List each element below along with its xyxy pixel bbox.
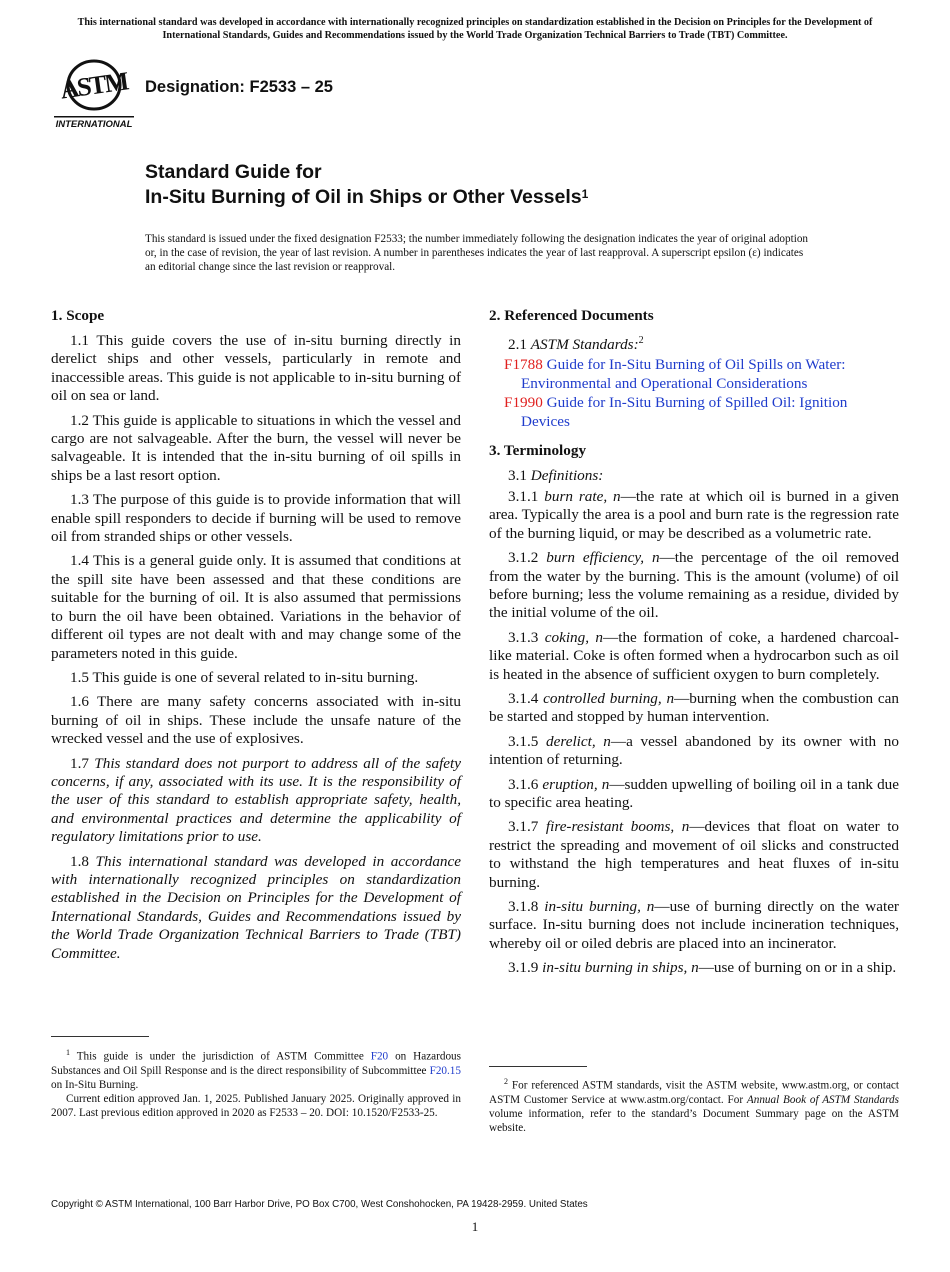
para-1-2: 1.2 This guide is applicable to situations in which the vessel and cargo are not salvageable. After the burn, the vessel will never be salvageable. It is intended that the in-situ burning of oil spills in ships be a last resort option.	[51, 411, 461, 484]
footnote-1-marker: 1	[66, 1048, 70, 1057]
definition-num: 3.1.4	[508, 689, 544, 707]
definition-text: —burning when the combustion can be started and stopped by human intervention.	[489, 689, 899, 726]
definition-item	[489, 776, 899, 813]
para-1-7	[51, 755, 461, 847]
definition-term: eruption, n	[542, 775, 610, 793]
footnote-2-marker: 2	[504, 1077, 508, 1086]
definition-text: —the formation of coke, a hardened charcoal-like material. Coke is often formed when a hydrocarbon such as oil is heated in the absence of sufficient oxygen to burn completely.	[489, 628, 899, 683]
footnote-1-text-b: on Hazardous Substances and Oil Spill Response and is the direct responsibility of Subcommittee	[51, 1050, 462, 1077]
para-1-8-num: 1.8	[70, 852, 96, 870]
definition-num: 3.1.9	[508, 959, 543, 977]
issue-note: This standard is issued under the fixed designation F2533; the number immediately following the designation indicates the year of original adoption or, in the case of revision, the year of last revision. A number in parentheses indicates the year of last reapproval. A superscript epsilon (ε) indicates an editorial change since the last revision or reapproval.	[145, 233, 809, 273]
definition-num: 3.1.8	[508, 898, 545, 915]
para-1-1: 1.1 This guide covers the use of in-situ burning directly in derelict ships and other vessels, particularly in remote and inaccessible areas. This guide is not applicable to in-situ burning of oil on sea or land.	[51, 332, 461, 405]
footnote-2-text	[489, 1075, 899, 1135]
terminology-subheading	[489, 467, 899, 485]
footnote-2-text-a: For referenced ASTM standards, visit the ASTM website, www.astm.org, or contact ASTM Customer Service at www.astm.org/contact. For	[489, 1079, 899, 1106]
title-line-2	[145, 185, 588, 210]
committee-link[interactable]: F20	[370, 1050, 389, 1063]
footnote-1-edition: Current edition approved Jan. 1, 2025. Published January 2025. Originally approved in 2007. Last previous edition approved in 2020 as F2533 – 20. DOI: 10.1520/F2533-25.	[51, 1092, 461, 1119]
para-1-4: 1.4 This is a general guide only. It is assumed that conditions at the spill site have been assessed and that these conditions are suitable for the burning of oil. It is also assumed that permissions to burn the oil have been obtained. Variations in the behavior of different oil types are not dealt with and may change some of the parameters noted in this guide.	[51, 552, 461, 662]
section-scope-heading: 1. Scope	[51, 307, 105, 324]
definition-item	[489, 818, 899, 892]
document-title	[145, 160, 588, 210]
terminology-sub-label: Definitions:	[530, 467, 604, 485]
references-footnote-ref[interactable]: 2	[638, 335, 644, 346]
footnote-1	[51, 1046, 461, 1120]
para-1-7-num: 1.7	[70, 754, 95, 772]
definition-num: 3.1.2	[508, 549, 547, 567]
footnote-divider-left	[51, 1036, 149, 1037]
definition-text: —use of burning directly on the water surface. In-situ burning does not include incineration techniques, whereby oil or oiled debris are placed into an incinerator.	[489, 898, 899, 952]
definition-item	[489, 898, 899, 953]
right-column	[489, 306, 899, 984]
footnote-divider-right	[489, 1066, 587, 1067]
footnote-1-text-a: This guide is under the jurisdiction of ASTM Committee	[70, 1050, 371, 1063]
footnote-2-text-b: volume information, refer to the standard’s Document Summary page on the ASTM website.	[489, 1107, 899, 1134]
title-line-1: Standard Guide for	[145, 161, 322, 183]
reference-title[interactable]: Guide for In-Situ Burning of Oil Spills on Water: Environmental and Operational Considerations	[521, 356, 846, 393]
definition-num: 3.1.6	[508, 775, 543, 793]
definition-term: fire-resistant booms, n	[545, 818, 690, 836]
para-1-3: 1.3 The purpose of this guide is to provide information that will enable spill responders to decide if burning will be used to remove oil from stranded ships or other vessels.	[51, 491, 461, 546]
subcommittee-link[interactable]: F20.15	[429, 1064, 461, 1077]
para-1-8-text: This international standard was developed in accordance with internationally recognized principles on standardization established in the Decision on Principles for the Development of International Standards, Guides and Recommendations issued by the World Trade Organization Technical Barriers to Trade (TBT) Committee.	[51, 852, 461, 962]
definition-num: 3.1.1	[508, 487, 545, 505]
section-terminology-heading: 3. Terminology	[489, 442, 587, 460]
definition-item	[489, 549, 899, 623]
astm-logo-subtext: INTERNATIONAL	[55, 119, 133, 130]
reference-code[interactable]: F1788	[504, 356, 543, 374]
definition-num: 3.1.7	[508, 818, 546, 836]
definition-term: coking, n	[544, 628, 604, 646]
definition-num: 3.1.3	[508, 628, 545, 646]
definition-text: —sudden upwelling of boiling oil in a tank due to specific area heating.	[489, 775, 899, 811]
designation: Designation: F2533 – 25	[145, 78, 333, 96]
astm-logo	[54, 58, 134, 130]
definition-item	[489, 629, 899, 684]
para-1-8	[51, 853, 461, 963]
footnote-1-text-c: on In-Situ Burning.	[51, 1078, 139, 1091]
para-1-5: 1.5 This guide is one of several related to in-situ burning.	[70, 668, 419, 686]
references-sub-label: ASTM Standards:	[530, 336, 639, 354]
definition-item	[489, 690, 899, 727]
definition-num: 3.1.5	[508, 732, 547, 750]
definition-text: —devices that float on water to restrict the spreading and movement of oil slicks and constructed to withstand the high temperatures and heat fluxes of in-situ burning.	[489, 818, 900, 891]
reference-code[interactable]: F1990	[504, 394, 543, 412]
definition-text: —a vessel abandoned by its owner with no intention of returning.	[489, 732, 899, 769]
footnote-1-jurisdiction	[51, 1046, 461, 1092]
copyright: Copyright © ASTM International, 100 Barr Harbor Drive, PO Box C700, West Conshohocken, PA 19428-2959. United States	[51, 1199, 588, 1210]
definition-term: controlled burning, n	[543, 689, 675, 707]
left-column	[51, 306, 461, 969]
reference-item[interactable]	[489, 355, 899, 393]
definition-term: in-situ burning, n	[544, 898, 655, 915]
references-sub-num: 2.1	[508, 336, 531, 354]
para-1-7-text: This standard does not purport to address all of the safety concerns, if any, associated with its use. It is the responsibility of the user of this standard to establish appropriate safety, health, and environmental practices and determine the applicability of regulatory limitations prior to use.	[51, 754, 461, 846]
page-number: 1	[471, 1219, 479, 1234]
definition-term: burn rate, n	[544, 487, 621, 505]
definition-term: derelict, n	[546, 732, 611, 750]
reference-title[interactable]: Guide for In-Situ Burning of Spilled Oil: Ignition Devices	[521, 394, 848, 431]
definition-item	[489, 733, 899, 770]
astm-logo-text: ASTM	[58, 66, 129, 105]
title-footnote-ref[interactable]: 1	[581, 187, 589, 201]
definition-item	[489, 488, 899, 543]
definition-item	[489, 959, 899, 977]
para-1-6: 1.6 There are many safety concerns associated with in-situ burning of oil in ships. These include the unsafe nature of the wrecked vessel and the use of explosives.	[51, 693, 461, 748]
footnote-2-italic: Annual Book of ASTM Standards	[746, 1093, 899, 1106]
title-line-2-text: In-Situ Burning of Oil in Ships or Other Vessels	[145, 186, 582, 208]
definition-term: burn efficiency, n	[546, 549, 660, 567]
definition-text: —use of burning on or in a ship.	[698, 959, 897, 977]
definition-text: —the rate at which oil is burned in a given area. Typically the area is a pool and burn rate is the regression rate of the burning liquid, or may be described as a volumetric rate.	[489, 487, 899, 542]
definition-term: in-situ burning in ships, n	[542, 959, 699, 977]
terminology-sub-num: 3.1	[508, 467, 531, 485]
references-subheading	[489, 332, 899, 354]
top-notice: This international standard was developed in accordance with internationally recognized principles on standardization established in the Decision on Principles for the Development of International Standards, Guides and Recommendations issued by the World Trade Organization Technical Barriers to Trade (TBT) Committee.	[77, 17, 873, 41]
definition-text: —the percentage of the oil removed from the water by the burning. This is the amount (volume) of oil before burning; less the volume remaining as a residue, divided by the initial volume of the oil.	[489, 549, 899, 622]
reference-item[interactable]	[489, 393, 899, 431]
section-references-heading: 2. Referenced Documents	[489, 307, 654, 324]
footnote-2	[489, 1075, 899, 1135]
